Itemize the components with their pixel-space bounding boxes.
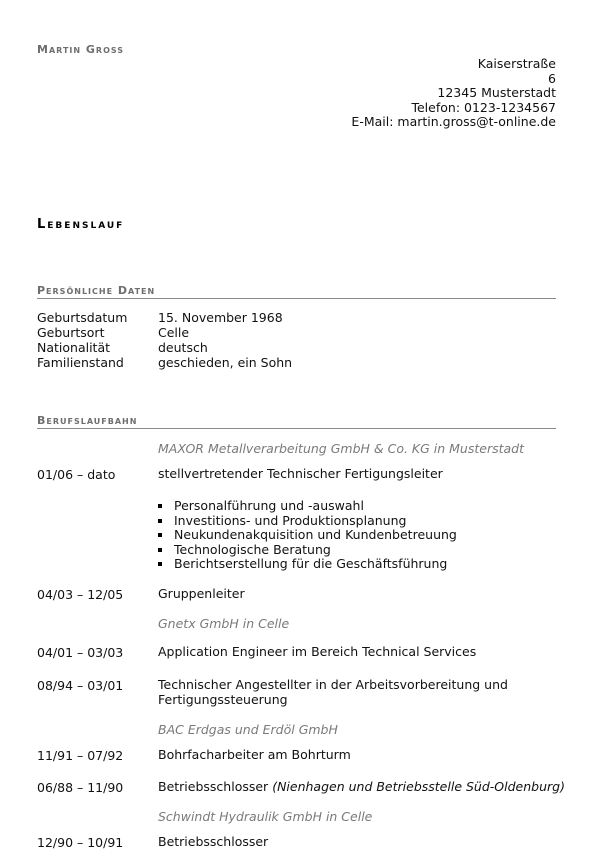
applicant-name: Martin Gross: [37, 43, 125, 56]
career-date: 06/88 – 11/90: [37, 780, 124, 795]
personal-label: Geburtsdatum: [37, 310, 128, 325]
personal-value: geschieden, ein Sohn: [158, 355, 293, 370]
address-city: 12345 Musterstadt: [437, 85, 556, 101]
career-date: 04/01 – 03/03: [37, 645, 124, 660]
company-name: BAC Erdgas und Erdöl GmbH: [158, 722, 338, 737]
career-position-title: Betriebsschlosser: [158, 779, 269, 794]
career-date: 08/94 – 03/01: [37, 678, 124, 693]
career-position: Application Engineer im Bereich Technical Services: [158, 644, 477, 659]
section-heading-personal: Persönliche Daten: [37, 284, 556, 299]
career-position: Bohrfacharbeiter am Bohrturm: [158, 747, 351, 762]
career-position: stellvertretender Technischer Fertigungsleiter: [158, 466, 443, 481]
career-date: 01/06 – dato: [37, 467, 116, 482]
career-date: 04/03 – 12/05: [37, 587, 124, 602]
address-phone: Telefon: 0123-1234567: [411, 99, 556, 115]
personal-label: Nationalität: [37, 340, 111, 355]
career-position: Gruppenleiter: [158, 586, 245, 601]
personal-value: 15. November 1968: [158, 310, 283, 325]
career-date: 12/90 – 10/91: [37, 835, 124, 850]
list-item: Technologische Beratung: [158, 543, 457, 558]
list-item: Neukundenakquisition und Kundenbetreuung: [158, 528, 457, 543]
personal-label: Familienstand: [37, 355, 124, 370]
career-position: [158, 779, 565, 795]
career-position-note: (Nienhagen und Betriebsstelle Süd-Oldenburg): [272, 779, 565, 794]
career-position: Technischer Angestellter in der Arbeitsvorbereitung und Fertigungssteuerung: [158, 677, 508, 707]
section-heading-career: Berufslaufbahn: [37, 414, 556, 429]
responsibility-list: [158, 499, 457, 572]
company-name: MAXOR Metallverarbeitung GmbH & Co. KG in Musterstadt: [158, 441, 525, 456]
company-name: Gnetx GmbH in Celle: [158, 616, 290, 631]
document-title: Lebenslauf: [37, 217, 125, 232]
personal-label: Geburtsort: [37, 325, 105, 340]
company-name: Schwindt Hydraulik GmbH in Celle: [158, 809, 373, 824]
career-position: Betriebsschlosser: [158, 834, 269, 849]
personal-value: deutsch: [158, 340, 208, 355]
address-block: [351, 57, 556, 130]
career-date: 11/91 – 07/92: [37, 748, 124, 763]
list-item: Berichtserstellung für die Geschäftsführung: [158, 557, 457, 572]
personal-value: Celle: [158, 325, 190, 340]
address-house-number: 6: [548, 70, 556, 86]
list-item: Investitions- und Produktionsplanung: [158, 514, 457, 529]
address-street: Kaiserstraße: [477, 56, 556, 71]
list-item: Personalführung und -auswahl: [158, 499, 457, 514]
address-email: E-Mail: martin.gross@t-online.de: [351, 114, 556, 130]
